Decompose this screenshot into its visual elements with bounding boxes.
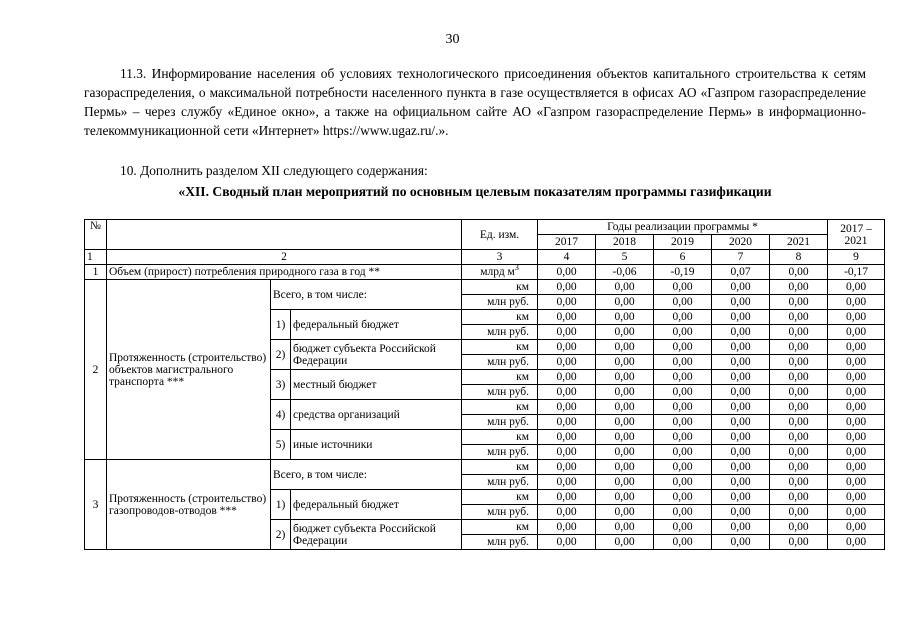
value-cell: 0,00 [828, 400, 885, 415]
value-cell: 0,00 [770, 400, 828, 415]
value-cell: 0,00 [828, 370, 885, 385]
value-cell: 0,00 [770, 355, 828, 370]
value-cell: 0,00 [828, 445, 885, 460]
value-cell: 0,00 [596, 280, 654, 295]
unit-cell: млн руб. [462, 415, 538, 430]
row-name: Протяженность (строительство) объектов магистрального транспорта *** [107, 280, 271, 460]
value-cell: 0,00 [712, 415, 770, 430]
value-cell: 0,00 [654, 295, 712, 310]
value-cell: 0,00 [596, 295, 654, 310]
value-cell: 0,00 [770, 445, 828, 460]
value-cell: 0,00 [770, 385, 828, 400]
value-cell: 0,00 [828, 505, 885, 520]
value-cell: 0,00 [596, 475, 654, 490]
value-cell: 0,00 [828, 460, 885, 475]
value-cell: 0,00 [654, 280, 712, 295]
value-cell: 0,00 [538, 415, 596, 430]
col-number: 3 [462, 250, 538, 265]
row-unit: млрд $м^3$ [462, 265, 538, 280]
value-cell: 0,00 [596, 355, 654, 370]
value-cell: 0,00 [712, 490, 770, 505]
unit-cell: млн руб. [462, 505, 538, 520]
value-cell: 0,00 [712, 505, 770, 520]
value-cell: 0,00 [538, 370, 596, 385]
value-cell: 0,00 [828, 430, 885, 445]
value-cell: 0,00 [654, 355, 712, 370]
unit-cell: км [462, 280, 538, 295]
table-header-row [85, 220, 885, 235]
value-cell: 0,00 [596, 520, 654, 535]
value-cell: 0,00 [828, 415, 885, 430]
value-cell: 0,00 [828, 535, 885, 550]
value-cell: 0,00 [654, 325, 712, 340]
value-cell: 0,00 [828, 490, 885, 505]
unit-cell: км [462, 370, 538, 385]
source-number: 2) [271, 520, 291, 550]
paragraph-11-3: 11.3. Информирование населения об условиях технологического присоединения объектов капитального строительства к сетям газораспределения, о максимальной потребности населенного пункта в газе осуществляется в офисах АО «Газпром газораспределение Пермь» – через службу «Единое окно», а также на официальном сайте АО «Газпром газораспределение Пермь» в информационно-телекоммуникационной сети «Интернет» https://www.ugaz.ru/.». [84, 66, 866, 138]
col-number: 9 [828, 250, 885, 265]
value-cell: 0,00 [596, 325, 654, 340]
value-cell: 0,00 [770, 280, 828, 295]
value-cell: 0,00 [828, 310, 885, 325]
value-cell: 0,00 [770, 430, 828, 445]
value-cell: 0,00 [538, 535, 596, 550]
value-cell: 0,00 [538, 325, 596, 340]
value-cell: 0,00 [538, 280, 596, 295]
source-total: Всего, в том числе: [271, 280, 462, 310]
table-row [85, 280, 885, 295]
value-cell: 0,00 [654, 475, 712, 490]
value-cell: 0,00 [538, 460, 596, 475]
page-number: 30 [445, 32, 460, 47]
value-cell: 0,00 [538, 385, 596, 400]
header-year: 2017 [538, 235, 596, 250]
unit-cell: км [462, 430, 538, 445]
value-cell: 0,00 [770, 520, 828, 535]
value-cell: 0,00 [596, 430, 654, 445]
source-number: 4) [271, 400, 291, 430]
value-cell: 0,00 [712, 340, 770, 355]
value-cell: 0,00 [712, 280, 770, 295]
source-number: 1) [271, 490, 291, 520]
unit-cell: км [462, 460, 538, 475]
unit-cell: млн руб. [462, 535, 538, 550]
unit-cell: млн руб. [462, 445, 538, 460]
header-unit: Ед. изм. [462, 220, 538, 250]
value-cell: 0,00 [538, 295, 596, 310]
value-cell: -0,19 [654, 265, 712, 280]
value-cell: 0,00 [770, 490, 828, 505]
unit-cell: млн руб. [462, 325, 538, 340]
value-cell: 0,00 [828, 355, 885, 370]
value-cell: 0,00 [770, 475, 828, 490]
col-number: 5 [596, 250, 654, 265]
value-cell: 0,00 [770, 265, 828, 280]
source-name: средства организаций [291, 400, 462, 430]
value-cell: 0,00 [596, 445, 654, 460]
value-cell: 0,00 [654, 460, 712, 475]
col-number: 8 [770, 250, 828, 265]
value-cell: 0,00 [770, 295, 828, 310]
value-cell: 0,00 [770, 415, 828, 430]
value-cell: 0,00 [596, 385, 654, 400]
value-cell: 0,07 [712, 265, 770, 280]
value-cell: 0,00 [654, 400, 712, 415]
unit-cell: км [462, 400, 538, 415]
value-cell: 0,00 [712, 370, 770, 385]
value-cell: -0,17 [828, 265, 885, 280]
unit-cell: км [462, 310, 538, 325]
value-cell: 0,00 [596, 370, 654, 385]
column-number-row [85, 250, 885, 265]
value-cell: 0,00 [654, 430, 712, 445]
source-name: бюджет субъекта Российской Федерации [291, 520, 462, 550]
value-cell: 0,00 [712, 325, 770, 340]
source-name: федеральный бюджет [291, 310, 462, 340]
value-cell: 0,00 [654, 505, 712, 520]
source-number: 3) [271, 370, 291, 400]
header-total: 2017 – 2021 [828, 220, 885, 250]
value-cell: 0,00 [770, 460, 828, 475]
value-cell: 0,00 [538, 430, 596, 445]
value-cell: 0,00 [770, 370, 828, 385]
value-cell: 0,00 [596, 535, 654, 550]
source-number: 2) [271, 340, 291, 370]
value-cell: 0,00 [770, 535, 828, 550]
value-cell: 0,00 [596, 505, 654, 520]
value-cell: 0,00 [712, 430, 770, 445]
source-number: 1) [271, 310, 291, 340]
value-cell: 0,00 [770, 340, 828, 355]
source-name: местный бюджет [291, 370, 462, 400]
col-number: 1 [85, 250, 107, 265]
value-cell: 0,00 [654, 445, 712, 460]
value-cell: 0,00 [770, 325, 828, 340]
col-number: 7 [712, 250, 770, 265]
value-cell: 0,00 [596, 310, 654, 325]
header-name [107, 220, 462, 250]
value-cell: 0,00 [828, 295, 885, 310]
value-cell: 0,00 [828, 385, 885, 400]
value-cell: 0,00 [538, 505, 596, 520]
value-cell: 0,00 [654, 340, 712, 355]
value-cell: 0,00 [828, 340, 885, 355]
value-cell: 0,00 [538, 445, 596, 460]
source-total: Всего, в том числе: [271, 460, 462, 490]
source-name: иные источники [291, 430, 462, 460]
unit-cell: км [462, 490, 538, 505]
unit-cell: км [462, 520, 538, 535]
table-row [85, 460, 885, 475]
value-cell: 0,00 [712, 475, 770, 490]
value-cell: 0,00 [654, 520, 712, 535]
row-num: 1 [85, 265, 107, 280]
value-cell: 0,00 [538, 400, 596, 415]
unit-cell: млн руб. [462, 355, 538, 370]
value-cell: 0,00 [654, 385, 712, 400]
paragraph-10: 10. Дополнить разделом XII следующего содержания: [120, 163, 428, 178]
source-name: бюджет субъекта Российской Федерации [291, 340, 462, 370]
col-number: 4 [538, 250, 596, 265]
value-cell: 0,00 [770, 505, 828, 520]
value-cell: 0,00 [654, 310, 712, 325]
section-heading: «XII. Сводный план мероприятий по основным целевым показателям программы газификации [178, 184, 772, 199]
unit-cell: млн руб. [462, 475, 538, 490]
table-row [85, 265, 885, 280]
value-cell: 0,00 [828, 280, 885, 295]
header-year: 2021 [770, 235, 828, 250]
value-cell: 0,00 [538, 340, 596, 355]
value-cell: 0,00 [712, 385, 770, 400]
value-cell: 0,00 [828, 325, 885, 340]
value-cell: 0,00 [712, 460, 770, 475]
value-cell: 0,00 [596, 400, 654, 415]
unit-cell: млн руб. [462, 295, 538, 310]
value-cell: 0,00 [596, 415, 654, 430]
row-num: 2 [85, 280, 107, 460]
value-cell: 0,00 [538, 520, 596, 535]
value-cell: 0,00 [712, 445, 770, 460]
header-num: № [85, 220, 107, 250]
row-name: Объем (прирост) потребления природного газа в год ** [107, 265, 462, 280]
plan-table [84, 219, 885, 550]
col-number: 2 [107, 250, 462, 265]
value-cell: 0,00 [712, 535, 770, 550]
value-cell: 0,00 [538, 475, 596, 490]
value-cell: 0,00 [712, 520, 770, 535]
value-cell: 0,00 [712, 295, 770, 310]
row-name: Протяженность (строительство) газопроводов-отводов *** [107, 460, 271, 550]
value-cell: 0,00 [538, 355, 596, 370]
unit-cell: млн руб. [462, 385, 538, 400]
value-cell: 0,00 [538, 265, 596, 280]
col-number: 6 [654, 250, 712, 265]
value-cell: 0,00 [828, 475, 885, 490]
value-cell: 0,00 [654, 490, 712, 505]
header-year: 2020 [712, 235, 770, 250]
value-cell: 0,00 [596, 340, 654, 355]
source-number: 5) [271, 430, 291, 460]
value-cell: 0,00 [712, 310, 770, 325]
value-cell: 0,00 [654, 535, 712, 550]
header-year: 2019 [654, 235, 712, 250]
value-cell: 0,00 [770, 310, 828, 325]
unit-cell: км [462, 340, 538, 355]
value-cell: 0,00 [538, 310, 596, 325]
value-cell: 0,00 [828, 520, 885, 535]
header-years-group: Годы реализации программы * [538, 220, 828, 235]
value-cell: 0,00 [712, 355, 770, 370]
value-cell: 0,00 [538, 490, 596, 505]
value-cell: 0,00 [596, 490, 654, 505]
value-cell: 0,00 [596, 460, 654, 475]
header-year: 2018 [596, 235, 654, 250]
row-num: 3 [85, 460, 107, 550]
value-cell: 0,00 [654, 415, 712, 430]
value-cell: 0,00 [654, 370, 712, 385]
source-name: федеральный бюджет [291, 490, 462, 520]
value-cell: 0,00 [712, 400, 770, 415]
value-cell: -0,06 [596, 265, 654, 280]
